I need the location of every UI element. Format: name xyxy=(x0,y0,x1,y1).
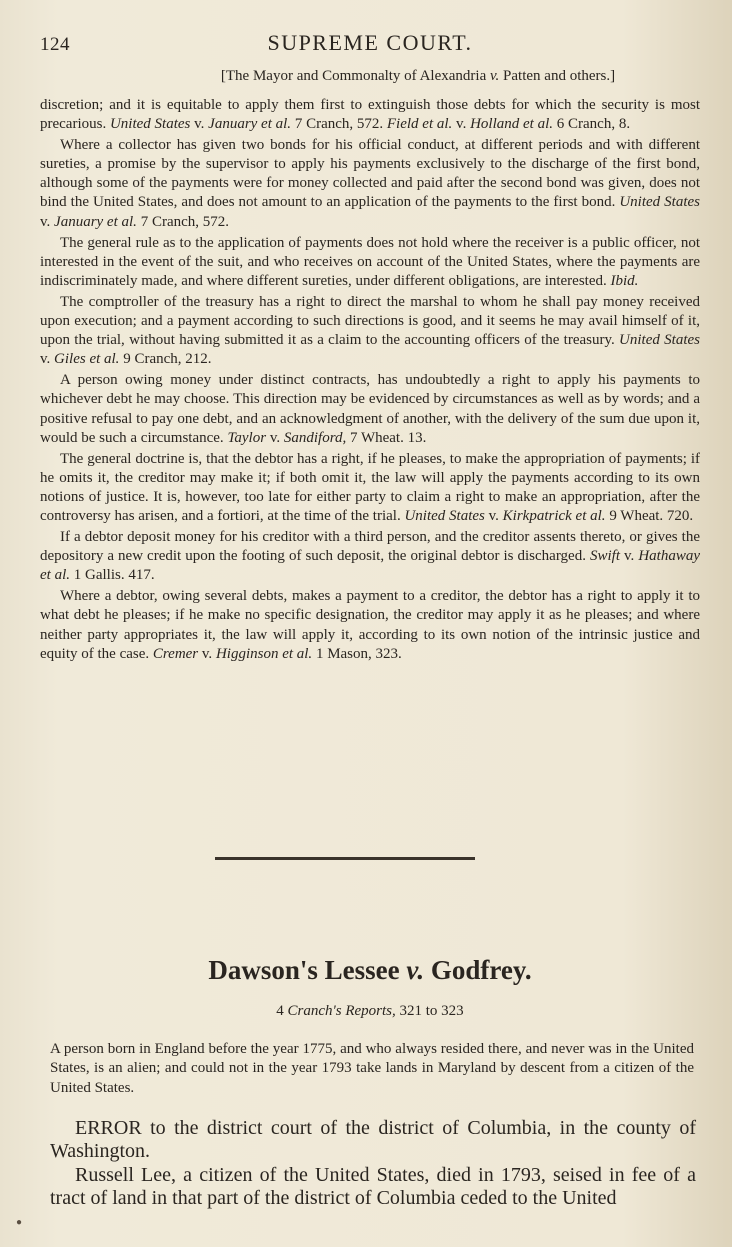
section-divider xyxy=(215,857,475,860)
reports-volume: 4 xyxy=(276,1003,288,1019)
note-text: discretion; and it is equitable to apply them first to extinguish those debts for which the security is most precarious. xyxy=(40,97,700,133)
case-caption xyxy=(40,68,700,85)
caption-text-post: Patten and others.] xyxy=(499,68,616,84)
page-header xyxy=(40,30,700,64)
note-text: v. xyxy=(266,429,284,446)
note-text: 9 Cranch, 212. xyxy=(119,351,212,368)
case-citation-name: January et al. xyxy=(54,213,137,230)
note-text: 7 Cranch, 572. xyxy=(291,116,387,133)
case-title-post: Godfrey. xyxy=(424,955,532,985)
note-text: 1 Mason, 323. xyxy=(312,645,402,662)
case-citation-name: United States xyxy=(619,194,700,211)
case-title xyxy=(40,955,700,986)
note-text: Where a debtor, owing several debts, makes a payment to a creditor, the debtor has a right to apply it to what debt he pleases; if he make no specific designation, the creditor may apply it as he pleases; and where neither party appropriates it, the law will apply it, according to its own notion of the intrinsic justice and equity of the case. xyxy=(40,588,700,662)
case-title-versus: v. xyxy=(406,955,425,985)
running-title: SUPREME COURT. xyxy=(267,30,473,55)
page-number: 124 xyxy=(40,34,70,55)
case-citation-name: January et al. xyxy=(208,116,292,133)
reports-citation xyxy=(40,1003,700,1020)
case-citation-name: Kirkpatrick et al. xyxy=(502,507,606,524)
note-text: v. xyxy=(452,116,471,133)
case-citation-name: Higginson et al. xyxy=(215,645,313,662)
note-paragraph xyxy=(40,528,700,585)
caption-versus: v. xyxy=(490,68,500,84)
note-paragraph xyxy=(40,234,700,291)
syllabus-paragraph: A person born in England before the year 1775, and who always resided there, and never was in the United States, is an alien; and could not in the year 1793 take lands in Maryland by descent from a citizen of the United States. xyxy=(50,1041,694,1096)
note-text: v. xyxy=(40,213,55,230)
note-paragraph xyxy=(40,293,700,369)
case-citation-name: Ibid. xyxy=(610,272,639,289)
note-text: 9 Wheat. 720. xyxy=(605,507,694,524)
note-paragraph xyxy=(40,587,700,663)
case-citation-name: Field et al. xyxy=(386,116,453,133)
note-paragraph xyxy=(40,96,700,134)
margin-mark: ● xyxy=(16,1217,23,1228)
case-citation-name: Taylor xyxy=(227,429,267,446)
note-text: 6 Cranch, 8. xyxy=(553,116,631,133)
body-paragraph-2: Russell Lee, a citizen of the United States, died in 1793, seised in fee of a tract of land in that part of the district of Columbia ceded to the United xyxy=(50,1163,696,1210)
note-paragraph xyxy=(40,136,700,231)
note-text: v. xyxy=(620,548,639,565)
annotation-notes xyxy=(40,96,700,666)
case-citation-name: Holland et al. xyxy=(470,116,553,133)
caption-text-pre: [The Mayor and Commonalty of Alexandria xyxy=(220,68,490,84)
note-text: v. xyxy=(40,351,55,368)
opinion-body xyxy=(50,1117,696,1211)
note-text: A person owing money under distinct contracts, has undoubtedly a right to apply his payments to whichever debt he may choose. This direction may be evidenced by circumstances as well as by words; and a positive refusal to pay one debt, and an acknowledgment of another, with the delivery of the sum due upon it, would be such a circumstance. xyxy=(40,372,700,446)
note-paragraph xyxy=(40,450,700,526)
note-text: The general doctrine is, that the debtor has a right, if he pleases, to make the appropriation of payments; if he omits it, the creditor may make it; if both omit it, the law will apply the payments according to its own notions of justice. It is, however, too late for either party to claim a right to make an appropriation, after the controversy has arisen, and a fortiori, at the time of the trial. xyxy=(40,450,700,524)
body-paragraph-1: ERROR to the district court of the district of Columbia, in the county of Washington. xyxy=(50,1117,696,1163)
syllabus xyxy=(50,1040,694,1098)
note-text: Where a collector has given two bonds for his official conduct, at different periods and with different sureties, a promise by the supervisor to apply his payments exclusively to the discharge of the first bond, although some of the payments were for money collected and paid after the second bond was given, does not bind the United States, and does not amount to an application of the payments to the first bond. xyxy=(40,137,700,211)
case-citation-name: United States xyxy=(404,507,485,524)
case-citation-name: Giles et al. xyxy=(54,351,120,368)
reports-name: Cranch's Reports, xyxy=(287,1003,396,1019)
note-text: 7 Cranch, 572. xyxy=(136,213,230,230)
case-title-pre: Dawson's Lessee xyxy=(208,955,407,985)
case-citation-name: Hathaway et al. xyxy=(40,548,700,584)
note-text: v. xyxy=(190,116,209,133)
note-text: The general rule as to the application of payments does not hold where the receiver is a public officer, not interested in the event of the suit, and who receives on account of the United States, where the payments are indiscriminately made, and where different sureties, under different obligations, are interested. xyxy=(40,234,700,289)
note-text: v. xyxy=(484,507,503,524)
note-text: 7 Wheat. 13. xyxy=(346,429,427,446)
note-text: If a debtor deposit money for his creditor with a third person, and the creditor assents thereto, or gives the depository a new credit upon the footing of such deposit, the original debtor is discharged. xyxy=(40,529,700,565)
note-text: 1 Gallis. 417. xyxy=(70,567,155,584)
case-citation-name: Cremer xyxy=(152,645,199,662)
note-text: v. xyxy=(198,645,216,662)
reports-pages: 321 to 323 xyxy=(395,1003,464,1019)
case-citation-name: Sandiford, xyxy=(283,429,347,446)
case-citation-name: United States xyxy=(619,332,700,349)
case-citation-name: United States xyxy=(109,116,191,133)
note-text: The comptroller of the treasury has a right to direct the marshal to whom he shall pay money received upon execution; and a payment according to such directions is good, and it seems he may avail himself of it, upon the trial, without having submitted it as a claim to the accounting officers of the treasury. xyxy=(40,293,700,349)
note-paragraph xyxy=(40,371,700,447)
case-citation-name: Swift xyxy=(589,548,620,565)
